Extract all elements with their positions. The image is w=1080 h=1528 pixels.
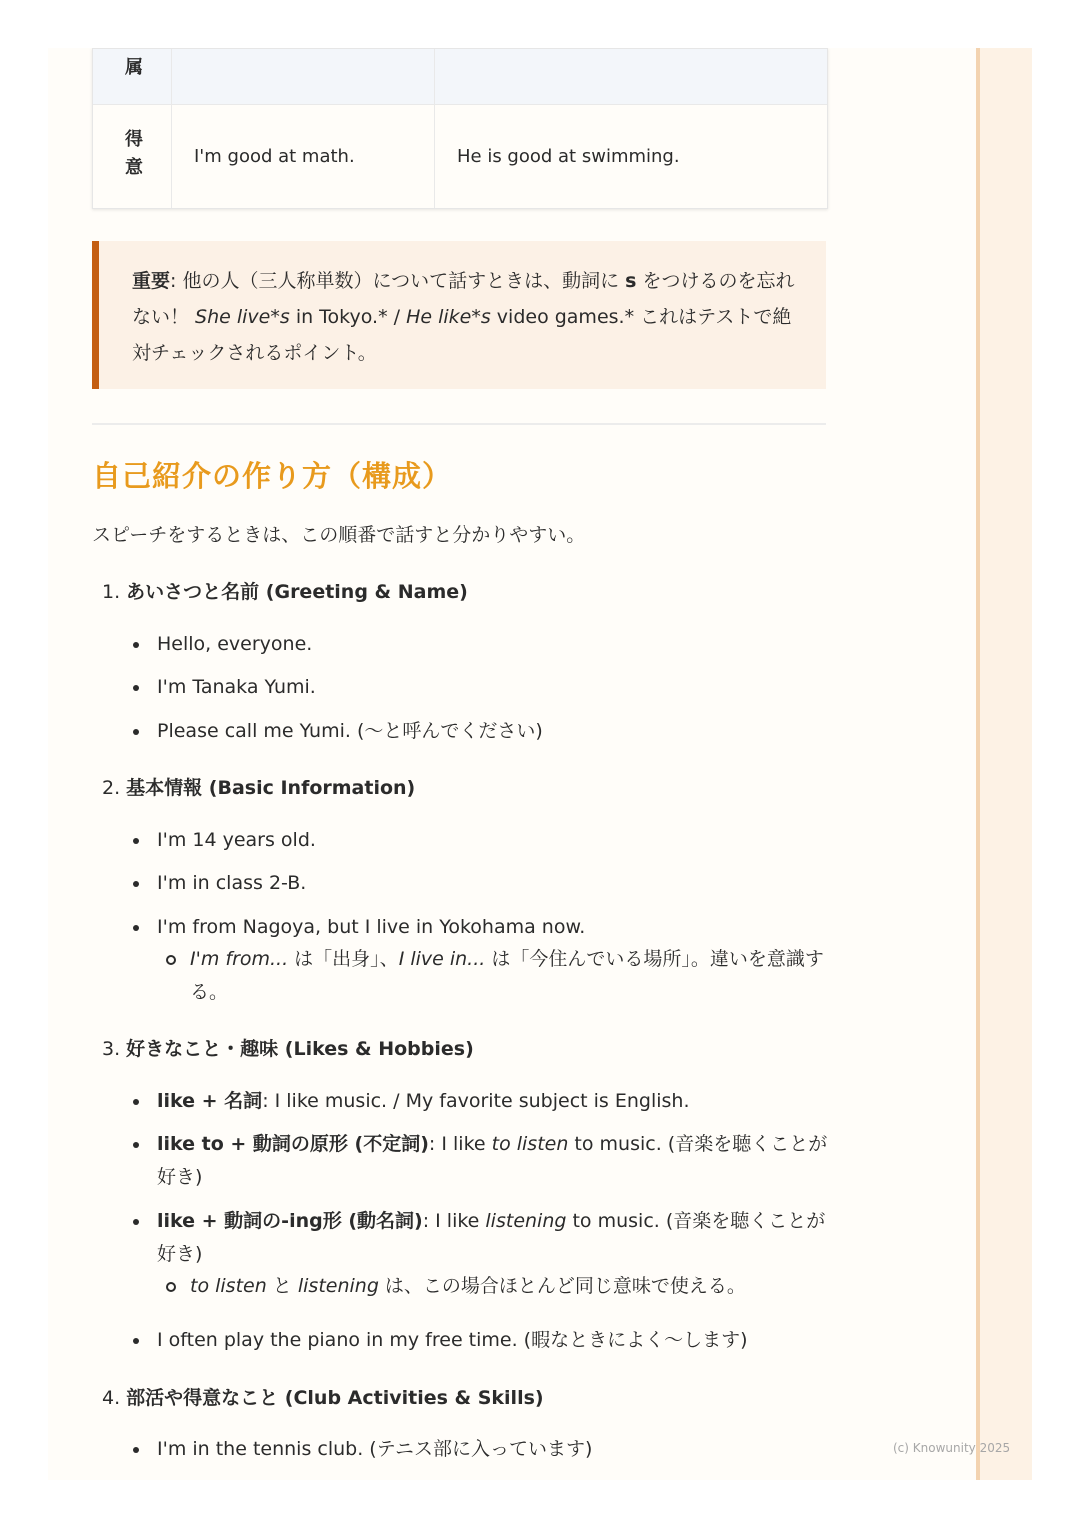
callout-text: in Tokyo.* / [289,306,407,328]
table-row [93,49,827,104]
table-row-label [93,105,171,208]
important-callout [92,241,826,389]
table-cell [171,49,434,104]
callout-s: s [625,270,637,292]
item-text: to music. (音楽を聴くことが好き) [157,1210,826,1265]
step-title: 部活や得意なこと (Club Activities & Skills) [126,1387,544,1409]
item-text: : I like [422,1210,486,1232]
table-cell [434,49,827,104]
sub-italic: I'm from... [190,948,289,970]
row-label-text: 得意 [122,128,143,185]
step-heading [102,1383,544,1410]
sub-text: は「出身」、 [288,948,399,970]
item-bold: like + 動詞の-ing形 (動名詞) [157,1210,423,1232]
step-title: 好きなこと・趣味 (Likes & Hobbies) [126,1038,474,1060]
list-item: I'm 14 years old. [157,824,829,857]
item-italic: to listen [491,1133,569,1155]
step-title: あいさつと名前 (Greeting & Name) [126,581,468,603]
item-bold: like + 名詞 [157,1090,263,1112]
sub-text: は「今住んでいる場所」。違いを意識する。 [190,948,824,1003]
side-margin-panel [976,48,1032,1480]
side-margin-rule [976,48,980,1480]
section-intro: スピーチをするときは、この順番で話すと分かりやすい。 [92,524,586,546]
sub-list-item [190,943,830,1009]
item-bold: like to + 動詞の原形 (不定詞) [157,1133,429,1155]
list-item: I'm in class 2-B. [157,867,829,900]
document-page [48,48,1032,1480]
list-item: I'm in the tennis club. (テニス部に入っています) [157,1433,829,1466]
comparison-table [92,48,828,209]
list-item [157,1128,829,1194]
item-italic: listening [485,1210,567,1232]
step-heading [102,773,415,800]
step-number: 1. [102,581,127,603]
item-text: : I like [428,1133,492,1155]
list-item [157,1085,829,1118]
table-cell: I'm good at math. [171,105,434,208]
copyright-footer: (c) Knowunity 2025 [893,1441,1011,1455]
list-item: Hello, everyone. [157,628,829,661]
sub-list-item [190,1270,830,1303]
callout-text: : 他の人（三人称単数）について話すときは、動詞に [170,270,626,292]
callout-label: 重要 [132,270,171,292]
table-row-label [93,49,171,104]
callout-example: She live*s [195,306,290,328]
step-number: 4. [102,1387,127,1409]
sub-italic: I live in... [398,948,486,970]
step-number: 2. [102,777,127,799]
step-number: 3. [102,1038,127,1060]
item-text: to music. (音楽を聴くことが好き) [157,1133,828,1188]
list-item: I'm from Nagoya, but I live in Yokohama now. [157,911,829,944]
table-cell: He is good at swimming. [434,105,827,208]
callout-example: He like*s [406,306,491,328]
step-heading [102,577,468,604]
sub-italic: listening [297,1275,379,1297]
callout-text: video games.* これはテストで絶対チェックされるポイント。 [132,306,792,364]
step-title: 基本情報 (Basic Information) [126,777,416,799]
list-item: I often play the piano in my free time. (暇なときによく〜します) [157,1324,829,1357]
list-item [157,1205,829,1271]
section-title: 自己紹介の作り方（構成） [92,459,453,493]
row-label-text: 属 [122,57,143,85]
list-item: I'm Tanaka Yumi. [157,671,829,704]
sub-text: と [266,1275,298,1297]
section-divider [92,423,826,425]
sub-italic: to listen [190,1275,267,1297]
step-heading [102,1034,474,1061]
item-text: : I like music. / My favorite subject is English. [262,1090,690,1112]
callout-text: をつけるのを忘れない！ [132,270,795,328]
list-item: Please call me Yumi. (〜と呼んでください) [157,715,829,748]
table-row [93,104,827,208]
sub-text: は、この場合ほとんど同じ意味で使える。 [378,1275,746,1297]
